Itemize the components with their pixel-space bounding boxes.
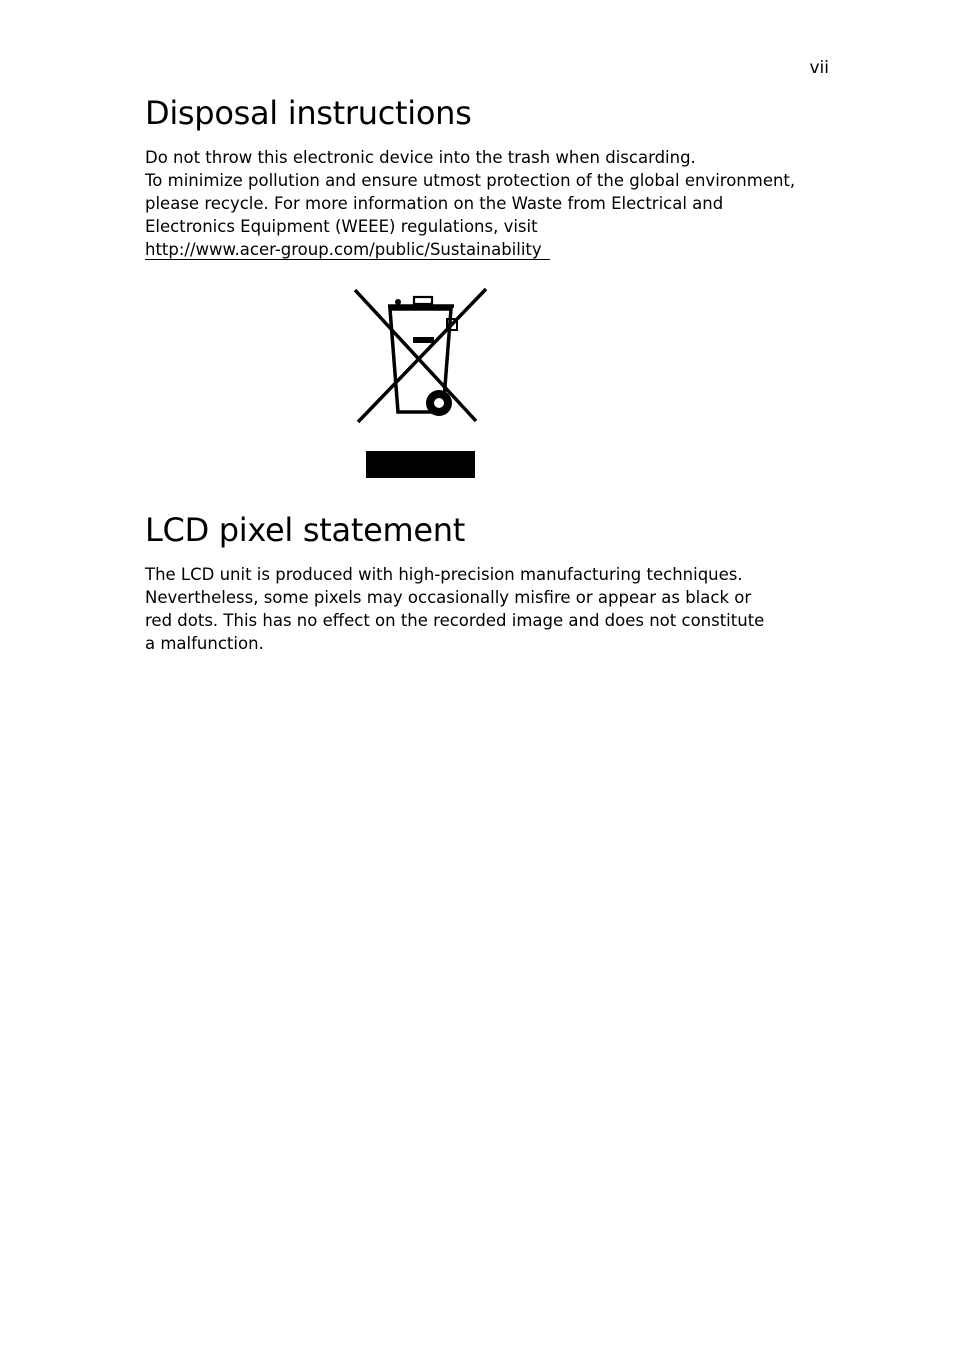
disposal-line: To minimize pollution and ensure utmost protection of the global environment, xyxy=(145,171,796,190)
disposal-line: Do not throw this electronic device into the trash when discarding. xyxy=(145,148,696,167)
lcd-line: red dots. This has no effect on the recorded image and does not constitute xyxy=(145,611,765,630)
disposal-heading: Disposal instructions xyxy=(145,94,472,132)
lcd-line: a malfunction. xyxy=(145,634,264,653)
lcd-heading: LCD pixel statement xyxy=(145,511,465,549)
sustainability-link[interactable]: http://www.acer-group.com/public/Sustainability xyxy=(145,240,550,260)
lcd-line: The LCD unit is produced with high-precision manufacturing techniques. xyxy=(145,565,743,584)
weee-crossed-out-bin-icon xyxy=(350,284,492,480)
lcd-paragraph xyxy=(145,563,764,655)
disposal-line: Electronics Equipment (WEEE) regulations, visit xyxy=(145,217,538,236)
page-number: vii xyxy=(809,58,829,78)
disposal-paragraph xyxy=(145,146,795,261)
lcd-line: Nevertheless, some pixels may occasionally misfire or appear as black or xyxy=(145,588,752,607)
disposal-line: please recycle. For more information on the Waste from Electrical and xyxy=(145,194,724,213)
